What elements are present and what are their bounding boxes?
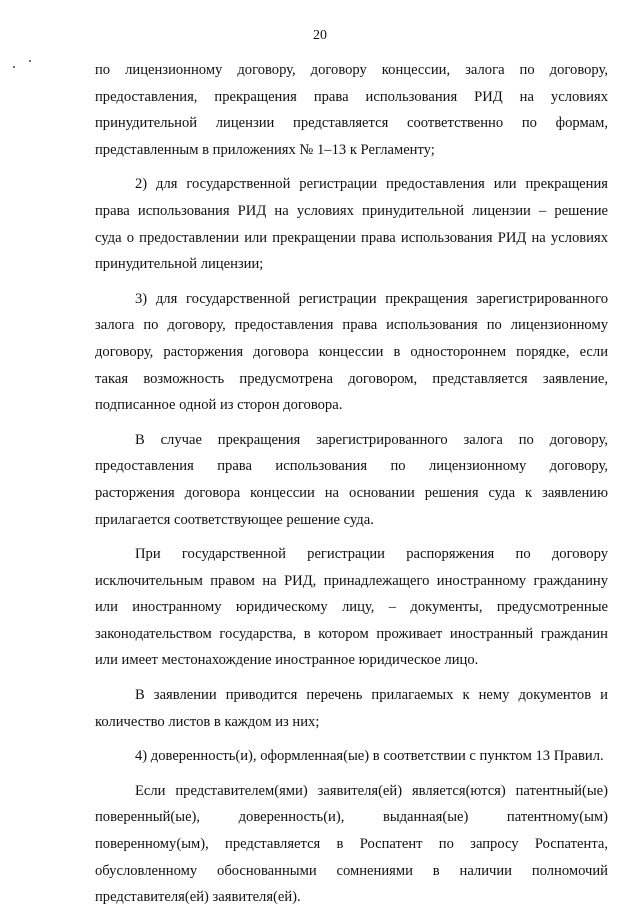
text-line: представителя(ей) заявителя(ей). [95, 889, 301, 906]
paragraph-foreign-holder [95, 541, 608, 674]
paragraph-item-2 [95, 171, 608, 277]
text-line: поверенному(ым), представляется в Роспатент по запросу Роспатента, [95, 836, 608, 853]
text-line: или иностранному юридическому лицу, – документы, предусмотренные [95, 599, 608, 616]
text-line: В случае прекращения зарегистрированного залога по договору, [135, 431, 608, 448]
text-line: законодательством государства, в котором проживает иностранный гражданин [95, 625, 608, 642]
text-line: принудительной лицензии; [95, 256, 264, 273]
paragraph-item-3 [95, 286, 608, 419]
text-line: поверенный(ые), доверенность(и), выданная(ые) патентному(ым) [95, 809, 608, 826]
paragraph-license-forms [95, 57, 608, 163]
text-line: В заявлении приводится перечень прилагаемых к нему документов и [135, 687, 608, 704]
text-line: права использования РИД на условиях принудительной лицензии – решение [95, 202, 608, 219]
text-line: подписанное одной из сторон договора. [95, 397, 343, 414]
text-line: прилагается соответствующее решение суда. [95, 511, 374, 528]
text-line: 3) для государственной регистрации прекращения зарегистрированного [135, 290, 608, 307]
text-line: количество листов в каждом из них; [95, 713, 320, 730]
text-line: расторжения договора концессии на основании решения суда к заявлению [95, 484, 608, 501]
text-line: предоставления, прекращения права использования РИД на условиях [95, 88, 608, 105]
paragraph-court-decision [95, 427, 608, 533]
text-line: 4) доверенность(и), оформленная(ые) в соответствии с пунктом 13 Правил. [135, 748, 604, 765]
text-line: принудительной лицензии представляется соответственно по формам, [95, 115, 608, 132]
text-line: 2) для государственной регистрации предоставления или прекращения [135, 176, 608, 193]
text-line: При государственной регистрации распоряжения по договору [135, 546, 608, 563]
text-line: Если представителем(ями) заявителя(ей) является(ются) патентный(ые) [135, 782, 608, 799]
paragraph-item-4 [95, 743, 608, 770]
text-line: договору, расторжения договора концессии в одностороннем порядке, если [95, 343, 608, 360]
text-line: по лицензионному договору, договору концессии, залога по договору, [95, 62, 608, 78]
scan-speck [13, 66, 15, 68]
page-number: 20 [313, 28, 327, 43]
document-body [95, 57, 608, 919]
paragraph-patent-attorney [95, 778, 608, 911]
text-line: исключительным правом на РИД, принадлежащего иностранному гражданину [95, 572, 608, 589]
text-line: обусловленному обоснованными сомнениями в наличии полномочий [95, 862, 608, 879]
paragraph-document-list [95, 682, 608, 735]
text-line: или имеет местонахождение иностранное юридическое лицо. [95, 652, 479, 669]
text-line: предоставления права использования по лицензионному договору, [95, 458, 608, 475]
text-line: представленным в приложениях № 1–13 к Регламенту; [95, 141, 435, 158]
text-line: залога по договору, предоставления права использования по лицензионному [95, 317, 608, 334]
text-line: суда о предоставлении или прекращении права использования РИД на условиях [95, 229, 608, 246]
scan-speck [29, 60, 31, 62]
text-line: такая возможность предусмотрена договором, представляется заявление, [95, 370, 608, 387]
